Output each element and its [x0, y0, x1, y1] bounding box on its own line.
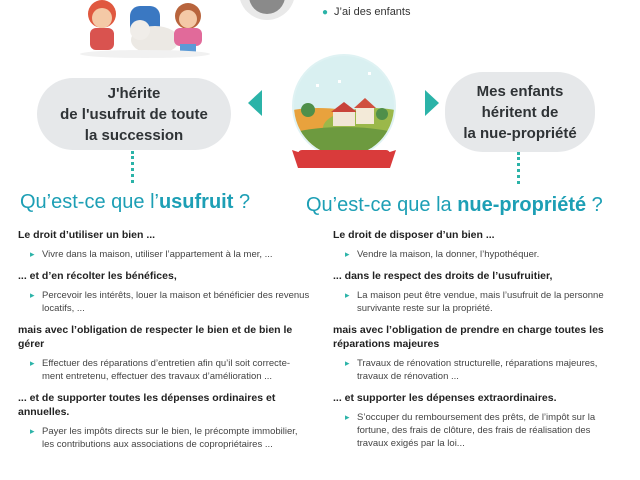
top-note — [322, 6, 410, 18]
left-head-1: Le droit d’utiliser un bien ... — [18, 229, 156, 241]
left-item-4: ▸ Payer les impôts directs sur le bien, le précompte immobilier, les contributions aux associations de copropriétaires ... — [30, 425, 310, 451]
right-title — [306, 194, 603, 217]
right-title-prefix: Qu’est-ce que la — [306, 194, 458, 216]
right-head-3: mais avec l’obligation de prendre en charge toutes les réparations majeures — [333, 324, 604, 350]
left-head-2: ... et d’en récolter les bénéfices, — [18, 270, 177, 282]
bullet-icon: ● — [322, 7, 329, 18]
right-title-key: nue-propriété — [457, 194, 587, 216]
left-title-key: usufruit — [158, 191, 234, 213]
left-bubble-line: J'hérite — [107, 84, 161, 102]
right-title-suffix: ? — [586, 194, 603, 216]
left-item-3: ▸ Effectuer des réparations d’entretien afin qu’il soit correcte-ment entretenu, effectuer des travaux d’amélioration ... — [30, 357, 310, 383]
left-arrow-icon — [248, 90, 262, 116]
left-column — [18, 228, 310, 451]
family-illustration — [70, 0, 220, 58]
right-arrow-icon — [425, 90, 439, 116]
right-item-2: ▸ La maison peut être vendue, mais l’usufruit de la personne survivante reste sur la propriété. — [345, 289, 623, 315]
left-title-suffix: ? — [233, 191, 251, 213]
top-note-text: J’ai des enfants — [334, 6, 411, 18]
right-bubble-line: Mes enfants — [476, 82, 564, 100]
left-connector — [131, 151, 137, 183]
right-bubble-line: la nue-propriété — [463, 124, 577, 142]
profile-circle-illustration — [232, 0, 302, 22]
left-head-3: mais avec l’obligation de respecter le bien et de bien le gérer — [18, 324, 293, 350]
left-bubble-line: de l'usufruit de toute — [60, 105, 208, 123]
right-item-4: ▸ S’occuper du remboursement des prêts, de l’impôt sur la fortune, des frais de clôture, des frais de réalisation des travaux exigés par la loi... — [345, 411, 623, 450]
snow-globe-illustration — [278, 50, 410, 170]
right-head-1: Le droit de disposer d’un bien ... — [333, 229, 495, 241]
right-head-2: ... dans le respect des droits de l’usufruitier, — [333, 270, 553, 282]
right-item-3: ▸ Travaux de rénovation structurelle, réparations majeures, travaux de rénovation ... — [345, 357, 623, 383]
right-head-4: ... et supporter les dépenses extraordinaires. — [333, 392, 557, 404]
left-item-1: ▸ Vivre dans la maison, utiliser l’appartement à la mer, ... — [30, 248, 310, 261]
left-item-2: ▸ Percevoir les intérêts, louer la maison et bénéficier des revenus locatifs, ... — [30, 289, 310, 315]
left-title — [20, 191, 250, 214]
right-connector — [517, 152, 523, 184]
right-bubble — [445, 72, 595, 152]
right-item-1: ▸ Vendre la maison, la donner, l’hypothéquer. — [345, 248, 623, 261]
left-bubble — [37, 78, 231, 150]
left-bubble-line: la succession — [84, 126, 184, 144]
left-head-4: ... et de supporter toutes les dépenses ordinaires et annuelles. — [18, 392, 276, 418]
left-title-prefix: Qu’est-ce que l’ — [20, 191, 159, 213]
right-bubble-line: héritent de — [481, 103, 559, 121]
right-column — [333, 228, 623, 450]
